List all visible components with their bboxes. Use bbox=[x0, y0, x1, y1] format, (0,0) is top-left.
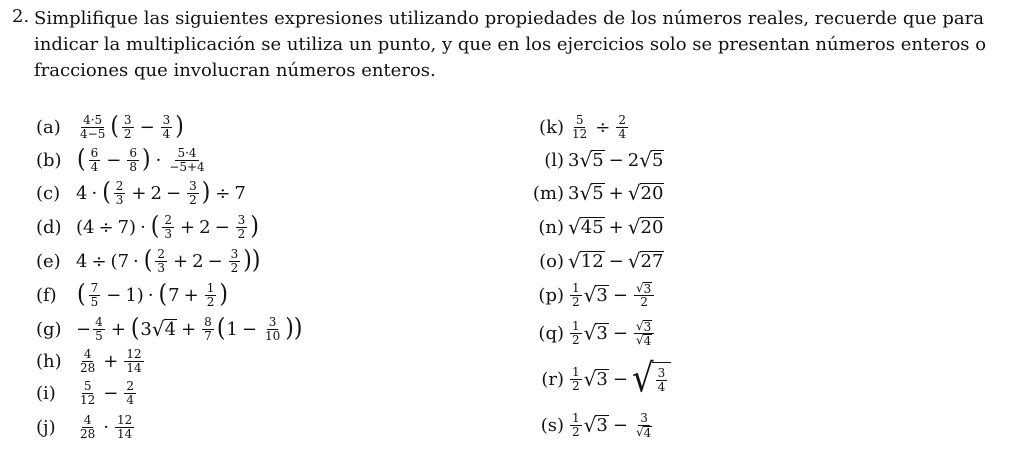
exercise-g bbox=[36, 312, 303, 346]
math-expression: (4 ÷ 7) · ( $\frac{2}{3}$ + 2 − $\frac{3}{2}$ ) bbox=[76, 212, 259, 241]
exercise-label: (b) bbox=[36, 149, 62, 171]
exercise-label: (r) bbox=[541, 368, 564, 390]
exercise-l bbox=[528, 143, 664, 177]
exercise-label: (c) bbox=[36, 182, 61, 204]
exercise-label: (s) bbox=[540, 414, 564, 436]
exercise-label: (i) bbox=[36, 382, 56, 404]
exercise-i bbox=[36, 376, 138, 410]
math-expression: $\frac{5}{12}$ ÷ $\frac{2}{4}$ bbox=[572, 112, 627, 141]
math-expression: $\frac{1}{2}$ √ 3 − 3 √ 4 bbox=[572, 410, 652, 440]
exercise-k bbox=[528, 110, 630, 144]
exercise-n bbox=[528, 210, 664, 244]
math-expression: $\frac{5}{12}$ − $\frac{2}{4}$ bbox=[80, 378, 135, 407]
math-expression: 4 ÷ (7 · ( $\frac{2}{3}$ + 2 − $\frac{3}{2}$ )) bbox=[76, 246, 261, 275]
exercise-f bbox=[36, 278, 229, 312]
problem-instructions: Simplifique las siguientes expresiones utilizando propiedades de los números reales, recuerde que para indicar la multiplicación se utiliza un punto, y que en los ejercicios solo se presentan números enteros o fracciones que involucran números enteros. bbox=[34, 8, 987, 81]
exercise-label: (q) bbox=[538, 322, 564, 344]
math-expression: $\frac{1}{2}$ √ 3 − √ 3 2 bbox=[568, 282, 656, 309]
exercise-label: (p) bbox=[538, 284, 564, 306]
exercise-p bbox=[528, 278, 656, 312]
exercise-label: (d) bbox=[36, 216, 62, 238]
math-expression: 4 · ( $\frac{2}{3}$ + 2 − $\frac{3}{2}$ ) ÷ 7 bbox=[76, 178, 246, 207]
exercise-a bbox=[36, 110, 185, 144]
exercise-j bbox=[36, 410, 136, 444]
exercise-label: (o) bbox=[539, 250, 564, 272]
math-expression: √ 12 − √ 27 bbox=[568, 248, 664, 273]
exercise-label: (a) bbox=[36, 116, 61, 138]
exercise-s bbox=[528, 408, 656, 442]
math-expression: $\frac{4\cdot 5}{4-5}$ ( $\frac{3}{2}$ − $\frac{3}{4}$ ) bbox=[80, 112, 184, 141]
math-expression: ( $\frac{6}{4}$ − $\frac{6}{8}$ ) · $\frac{5\cdot 4}{-5+4}$ bbox=[77, 145, 205, 174]
exercise-label: (g) bbox=[36, 318, 62, 340]
math-expression: $\frac{1}{2}$ √ 3 − √ $\frac{3}{4}$ bbox=[568, 362, 671, 396]
math-expression: $\frac{1}{2}$ √ 3 − √ 3 √ 4 bbox=[568, 320, 656, 347]
math-expression: √ 45 + √ 20 bbox=[568, 214, 664, 239]
exercise-label: (f) bbox=[36, 284, 57, 306]
exercise-d bbox=[36, 210, 260, 244]
exercise-o bbox=[528, 244, 664, 278]
math-expression: − $\frac{4}{5}$ + ( 3 √ 4 + $\frac{8}{7}$ ( 1 − $\frac{3}{10}$ )) bbox=[76, 314, 303, 343]
exercise-q bbox=[528, 316, 656, 350]
exercise-label: (n) bbox=[538, 216, 564, 238]
problem-number: 2. bbox=[12, 6, 30, 27]
exercise-label: (e) bbox=[36, 250, 61, 272]
exercise-c bbox=[36, 176, 246, 210]
exercise-label: (h) bbox=[36, 350, 62, 372]
math-expression: 3 √ 5 + √ 20 bbox=[568, 180, 664, 205]
math-expression: $\frac{4}{28}$ + $\frac{12}{14}$ bbox=[80, 346, 142, 375]
exercise-e bbox=[36, 244, 261, 278]
exercise-h bbox=[36, 344, 146, 378]
exercise-label: (l) bbox=[544, 149, 564, 171]
math-expression: $\frac{4}{28}$ · $\frac{12}{14}$ bbox=[80, 412, 133, 441]
exercise-label: (k) bbox=[539, 116, 564, 138]
exercise-r bbox=[528, 356, 671, 402]
exercise-b bbox=[36, 143, 209, 177]
exercise-label: (j) bbox=[36, 416, 56, 438]
exercise-label: (m) bbox=[532, 182, 564, 204]
math-expression: ( $\frac{7}{5}$ − 1) · ( 7 + $\frac{1}{2}$ ) bbox=[77, 280, 228, 309]
exercise-m bbox=[528, 176, 664, 210]
math-expression: 3 √ 5 − 2 √ 5 bbox=[568, 147, 664, 172]
